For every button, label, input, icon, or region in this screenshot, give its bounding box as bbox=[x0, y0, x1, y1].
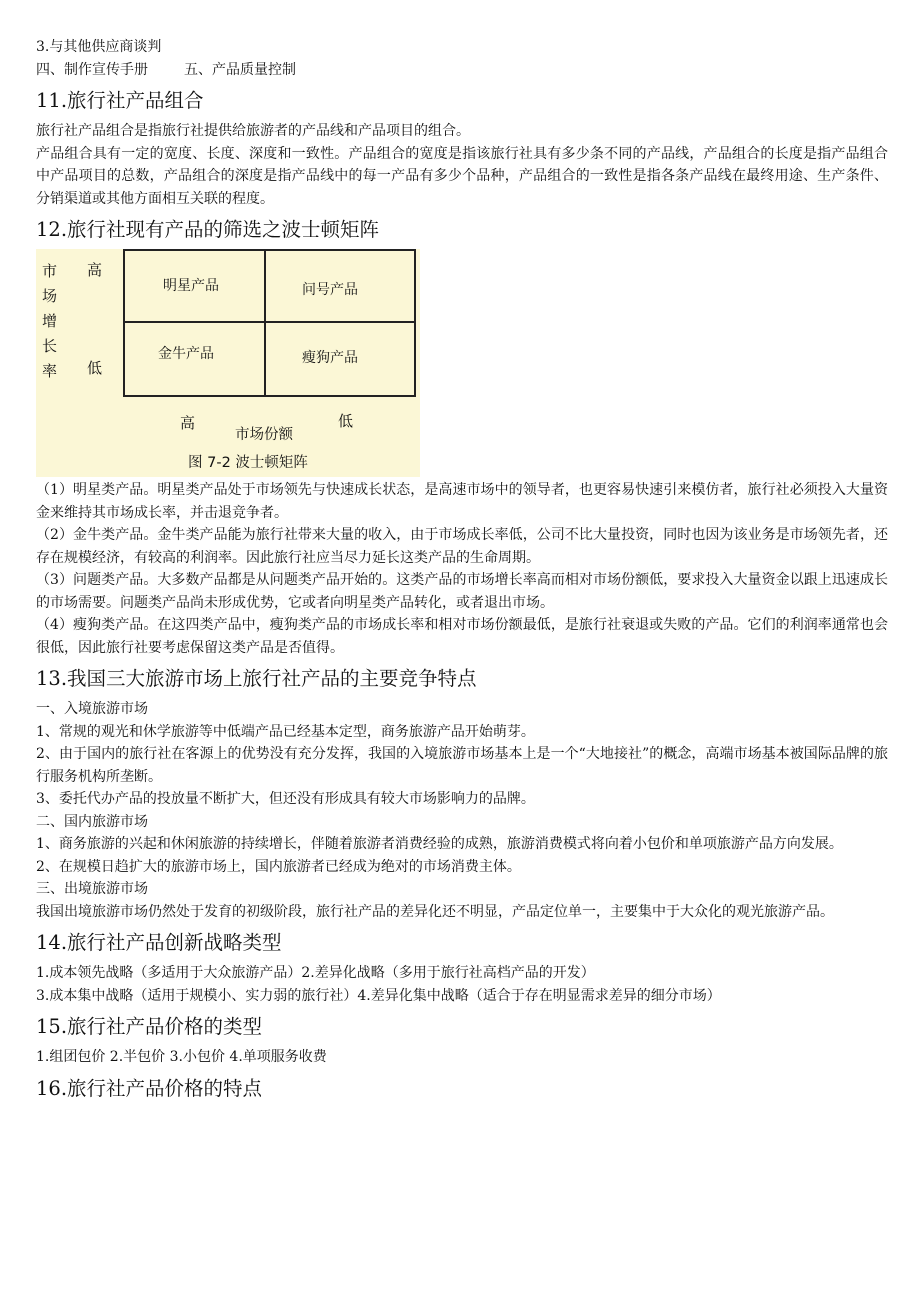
section-13-paragraph: 1、常规的观光和休学旅游等中低端产品已经基本定型，商务旅游产品开始萌芽。 bbox=[36, 723, 535, 740]
figure-caption: 图 7-2 波士顿矩阵 bbox=[188, 455, 308, 471]
intro-line: 3.与其他供应商谈判 bbox=[36, 39, 162, 55]
intro-pair bbox=[36, 59, 888, 82]
grid-divider-vertical bbox=[264, 251, 266, 395]
section-11-title: 11.旅行社产品组合 bbox=[36, 89, 204, 112]
cell-dog: 瘦狗产品 bbox=[302, 350, 358, 366]
section-15-title: 15.旅行社产品价格的类型 bbox=[36, 1015, 263, 1038]
y-low-label: 低 bbox=[87, 359, 103, 377]
grid-divider-horizontal bbox=[125, 321, 414, 323]
section-11-paragraph: 产品组合具有一定的宽度、长度、深度和一致性。产品组合的宽度是指该旅行社具有多少条不同的产品线，产品组合的长度是指产品组合中产品项目的总数，产品组合的深度是指产品线中的每一产品有多少个品种，产品组合的一致性是指各条产品线在最终用途、生产条件、分销渠道或其他方面相互关联的程度。 bbox=[36, 145, 888, 207]
section-14-paragraph: 3.成本集中战略（适用于规模小、实力弱的旅行社）4.差异化集中战略（适合于存在明显需求差异的细分市场） bbox=[36, 987, 721, 1004]
cell-star: 明星产品 bbox=[163, 278, 219, 294]
section-16-title: 16.旅行社产品价格的特点 bbox=[36, 1076, 263, 1100]
section-14-title: 14.旅行社产品创新战略类型 bbox=[36, 931, 282, 954]
section-13-paragraph: 二、国内旅游市场 bbox=[36, 813, 148, 830]
section-12-paragraph: （3）问题类产品。大多数产品都是从问题类产品开始的。这类产品的市场增长率高而相对市场份额低，要求投入大量资金以跟上迅速成长的市场需要。问题类产品尚未形成优势，它或者向明星类产品转化，或者退出市场。 bbox=[36, 572, 888, 611]
cell-question: 问号产品 bbox=[302, 282, 358, 298]
section-13-paragraph: 一、入境旅游市场 bbox=[36, 701, 148, 717]
y-high-label: 高 bbox=[87, 261, 103, 279]
y-axis-label: 市场增长率 bbox=[42, 262, 58, 380]
section-13-paragraph: 1、商务旅游的兴起和休闲旅游的持续增长，伴随着旅游者消费经验的成熟，旅游消费模式将向着小包价和单项旅游产品方向发展。 bbox=[36, 836, 843, 852]
x-low-label: 低 bbox=[338, 412, 354, 430]
section-13-paragraph: 3、委托代办产品的投放量不断扩大，但还没有形成具有较大市场影响力的品牌。 bbox=[36, 791, 535, 807]
section-13-paragraph: 2、由于国内的旅行社在客源上的优势没有充分发挥，我国的入境旅游市场基本上是一个“大地接社”的概念，高端市场基本被国际品牌的旅行服务机构所垄断。 bbox=[36, 746, 888, 785]
section-12-paragraph: （2）金牛类产品。金牛类产品能为旅行社带来大量的收入，由于市场成长率低，公司不比大量投资，同时也因为该业务是市场领先者，还存在规模经济，有较高的利润率。因此旅行社应当尽力延长这类产品的生命周期。 bbox=[36, 527, 888, 566]
section-11-paragraph: 旅行社产品组合是指旅行社提供给旅游者的产品线和产品项目的组合。 bbox=[36, 123, 470, 139]
cell-cash-cow: 金牛产品 bbox=[158, 346, 214, 362]
intro-right: 五、产品质量控制 bbox=[184, 61, 296, 78]
section-12-paragraph: （1）明星类产品。明星类产品处于市场领先与快速成长状态，是高速市场中的领导者，也更容易快速引来模仿者，旅行社必须投入大量资金来维持其市场成长率，并击退竞争者。 bbox=[36, 482, 888, 521]
section-12-title: 12.旅行社现有产品的筛选之波士顿矩阵 bbox=[36, 218, 380, 241]
section-12-paragraph: （4）瘦狗类产品。在这四类产品中，瘦狗类产品的市场成长率和相对市场份额最低，是旅行社衰退或失败的产品。它们的利润率通常也会很低，因此旅行社要考虑保留这类产品是否值得。 bbox=[36, 617, 888, 656]
section-14-paragraph: 1.成本领先战略（多适用于大众旅游产品）2.差异化战略（多用于旅行社高档产品的开发） bbox=[36, 965, 595, 981]
document-page bbox=[36, 36, 888, 1108]
x-axis-label: 市场份额 bbox=[235, 427, 293, 443]
section-13-paragraph: 三、出境旅游市场 bbox=[36, 881, 148, 897]
section-13-title: 13.我国三大旅游市场上旅行社产品的主要竞争特点 bbox=[36, 667, 477, 690]
section-13-paragraph: 2、在规模日趋扩大的旅游市场上，国内旅游者已经成为绝对的市场消费主体。 bbox=[36, 858, 521, 875]
section-13-paragraph: 我国出境旅游市场仍然处于发育的初级阶段，旅行社产品的差异化还不明显，产品定位单一，主要集中于大众化的观光旅游产品。 bbox=[36, 903, 834, 920]
intro-left: 四、制作宣传手册 bbox=[36, 61, 148, 78]
matrix-grid bbox=[123, 249, 416, 397]
section-15-paragraph: 1.组团包价 2.半包价 3.小包价 4.单项服务收费 bbox=[36, 1049, 327, 1065]
x-high-label: 高 bbox=[180, 414, 196, 432]
boston-matrix-figure bbox=[36, 249, 420, 477]
